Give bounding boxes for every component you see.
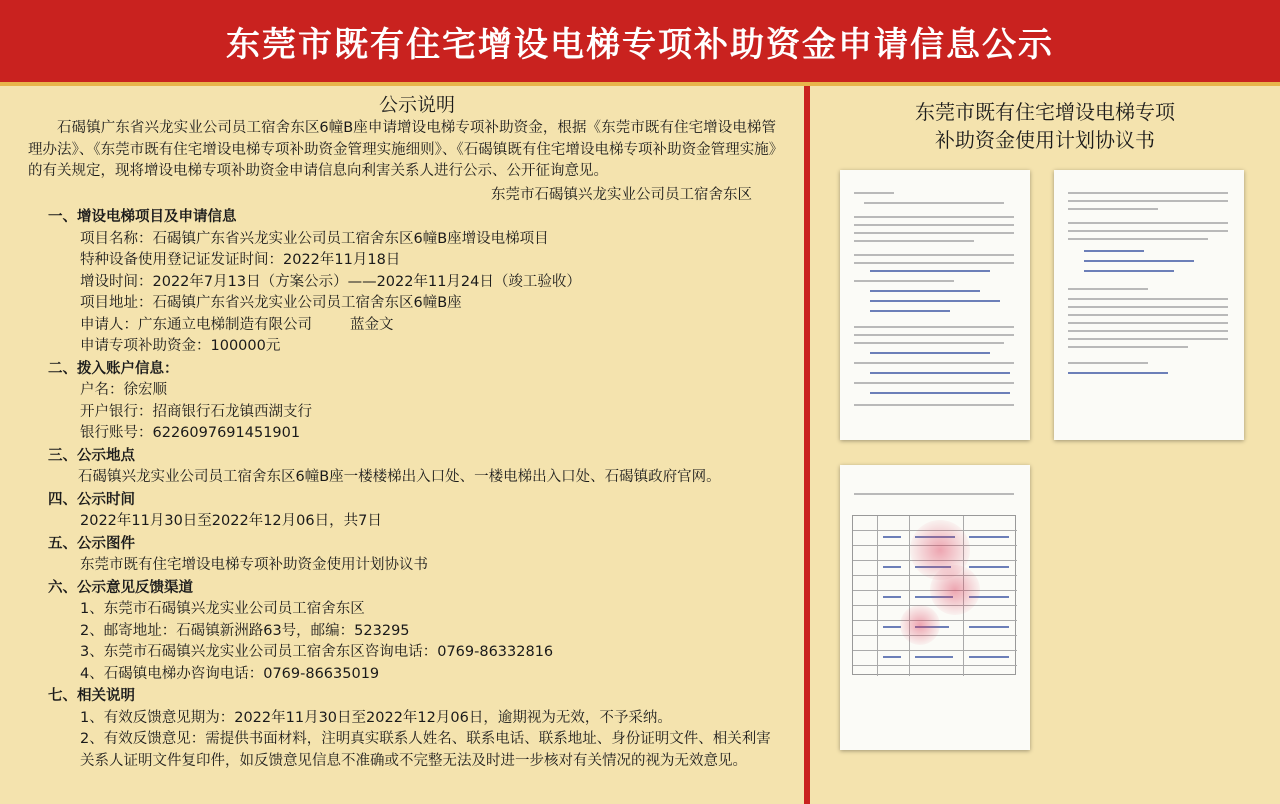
notice-period: 2022年11月30日至2022年12月06日，共7日 — [80, 513, 382, 529]
bank-name: 开户银行：招商银行石龙镇西湖支行 — [80, 403, 312, 420]
feedback-item: 2、邮寄地址：石碣镇新洲路63号，邮编：523295 — [80, 622, 410, 639]
section-4-heading: 四、公示时间 — [48, 491, 135, 508]
feedback-item: 3、东莞市石碣镇兴龙实业公司员工宿舍东区咨询电话：0769-86332816 — [80, 644, 554, 660]
notice-panel — [0, 90, 804, 804]
agreement-title-line-1: 东莞市既有住宅增设电梯专项 — [915, 100, 1175, 124]
feedback-item: 1、东莞市石碣镇兴龙实业公司员工宿舍东区 — [80, 601, 365, 617]
agreement-panel — [810, 90, 1280, 804]
agreement-title-line-2: 补助资金使用计划协议书 — [935, 128, 1155, 152]
note-item-2-text: 2、有效反馈意见：需提供书面材料，注明真实联系人姓名、联系电话、联系地址、身份证明文件、相关利害关系人证明文件复印件，如反馈意见信息不准确或不完整无法及时进一步核对有关情况的视为无效意见。 — [80, 731, 771, 769]
section-7-heading: 七、相关说明 — [48, 688, 135, 704]
agreement-page-1-image — [840, 170, 1030, 440]
account-number: 银行账号：6226097691451901 — [80, 425, 301, 441]
install-time: 增设时间：2022年7月13日（方案公示）——2022年11月24日（竣工验收） — [80, 273, 581, 290]
agreement-title — [810, 98, 1280, 154]
notice-location: 石碣镇兴龙实业公司员工宿舍东区6幢B座一楼楼梯出入口处、一楼电梯出入口处、石碣镇政府官网。 — [78, 469, 721, 485]
section-1-heading: 一、增设电梯项目及申请信息 — [48, 209, 237, 225]
project-address: 项目地址：石碣镇广东省兴龙实业公司员工宿舍东区6幢B座 — [80, 295, 462, 311]
section-3-heading: 三、公示地点 — [48, 447, 135, 464]
page-title: 东莞市既有住宅增设电梯专项补助资金申请信息公示 — [226, 24, 1054, 65]
note-item-1: 1、有效反馈意见期为：2022年11月30日至2022年12月06日，逾期视为无效，不予采纳。 — [80, 709, 672, 726]
notice-publisher: 东莞市石碣镇兴龙实业公司员工宿舍东区 — [491, 186, 752, 203]
agreement-page-3-image — [840, 465, 1030, 750]
project-name: 项目名称：石碣镇广东省兴龙实业公司员工宿舍东区6幢B座增设电梯项目 — [80, 230, 549, 247]
section-2-heading: 二、拨入账户信息： — [48, 360, 179, 377]
applicant-line — [48, 315, 776, 337]
notice-attachment: 东莞市既有住宅增设电梯专项补助资金使用计划协议书 — [80, 557, 428, 573]
section-6-heading: 六、公示意见反馈渠道 — [48, 579, 193, 596]
notice-title: 公示说明 — [378, 94, 455, 116]
account-name: 户名：徐宏顺 — [80, 382, 167, 398]
cert-time: 特种设备使用登记证发证时间：2022年11月18日 — [80, 252, 401, 268]
feedback-item: 4、石碣镇电梯办咨询电话：0769-86635019 — [80, 665, 380, 682]
header-banner — [0, 0, 1280, 86]
notice-intro: 石碣镇广东省兴龙实业公司员工宿舍东区6幢B座申请增设电梯专项补助资金，根据《东莞市既有住宅增设电梯管理办法》、《东莞市既有住宅增设电梯专项补助资金管理实施细则》、《石碣镇既有住宅增设电梯专项补助资金管理实施》的有关规定，现将增设电梯专项补助资金申请信息向利害关系人进行公示、公开征询意见。 — [28, 120, 776, 179]
agreement-page-2-image — [1054, 170, 1244, 440]
applicant-contact: 蓝金文 — [350, 316, 394, 333]
note-item-2 — [16, 729, 776, 772]
applicant: 申请人：广东通立电梯制造有限公司 — [80, 316, 312, 333]
subsidy-amount: 申请专项补助资金：100000元 — [80, 338, 281, 354]
section-5-heading: 五、公示图件 — [48, 535, 135, 552]
